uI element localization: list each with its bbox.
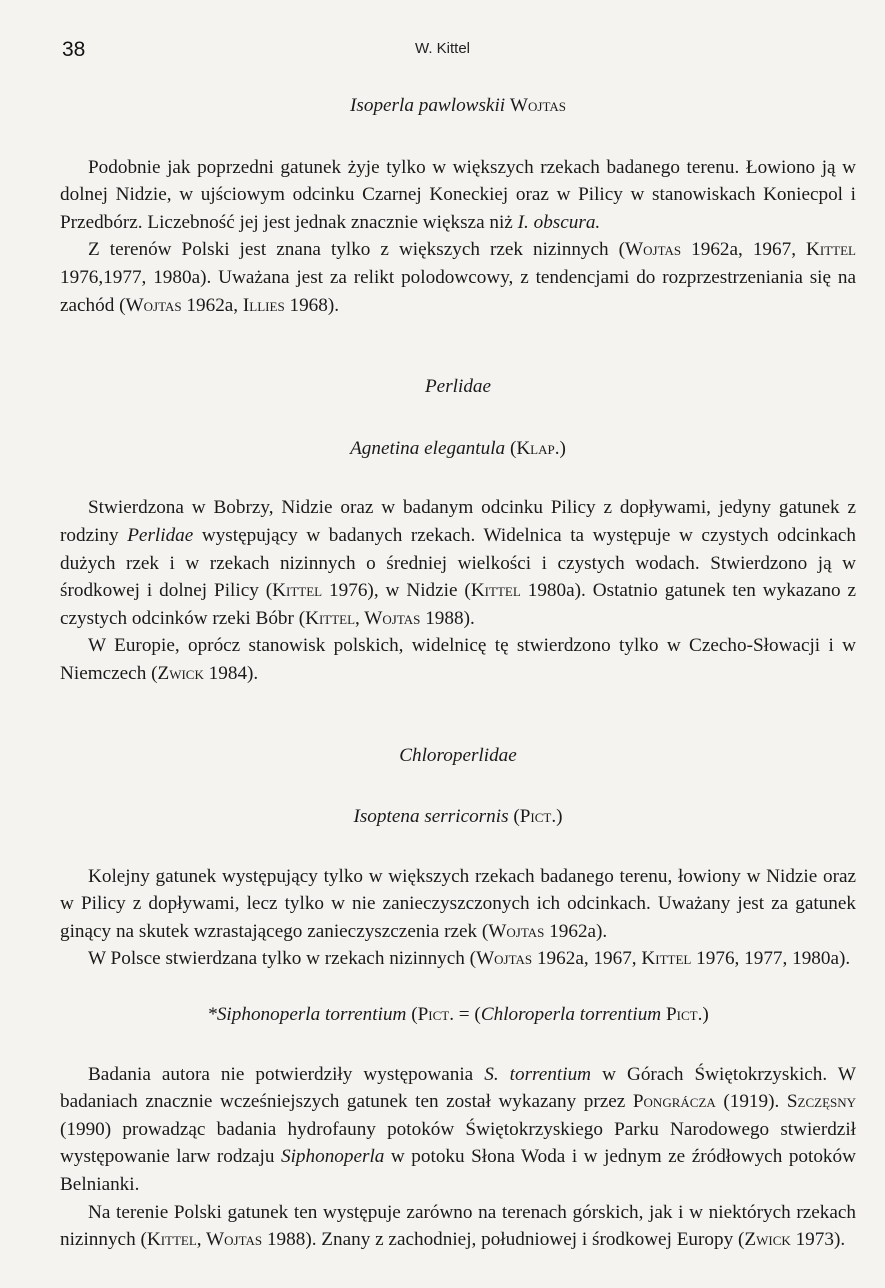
text: (1919). — [715, 1091, 787, 1113]
text: 1988). — [420, 607, 475, 629]
text: W Europie, oprócz stanowisk polskich, widelnicę tę stwierdzono tylko w Czecho-Słowacji i w Niemczech ( — [60, 635, 856, 684]
citation-author: Wojtas — [125, 294, 182, 316]
citation-author: Kittel — [806, 239, 856, 261]
paragraph — [60, 632, 856, 687]
species-heading-siphonoperla — [60, 1001, 856, 1029]
species-heading-agnetina — [60, 435, 856, 463]
species-name: Agnetina elegantula — [350, 437, 506, 459]
synonym-author: Pict.) — [661, 1004, 709, 1026]
text: występujący w badanych rzekach. Widelnica ta występuje w czystych odcinkach dużych rzek i w rzekach nizinnych o średniej wielkości i czystych wodach. Stwierdzono ją w środkowej i dolnej Pilicy ( — [60, 524, 856, 602]
species-name: *Siphonoperla torrentium — [207, 1004, 407, 1026]
citation-author: Kittel — [641, 948, 692, 970]
text: 1988). Znany z zachodniej, południowej i środkowej Europy ( — [262, 1229, 745, 1251]
synonym-separator: = ( — [454, 1004, 481, 1026]
citation-author: Pongrácza — [632, 1091, 716, 1113]
text: W Polsce stwierdzana tylko w rzekach nizinnych ( — [88, 948, 477, 970]
text: Podobnie jak poprzedni gatunek żyje tylko w większych rzekach badanego terenu. Łowiono ją w dolnej Nidzie, w ujściowym odcinku Czarnej Koneckiej oraz w Pilicy w stanowiskach Koniecpol i Przedbórz. Liczebność jej jest jednak znacznie większa niż — [60, 156, 856, 233]
article-body — [60, 92, 856, 1254]
text: (1990) prowadząc badania hydrofauny potoków Świętokrzyskiego Parku Narodowego stwierdził występowanie larw rodzaju — [60, 1118, 856, 1168]
species-author: (Pict. — [411, 1004, 454, 1026]
text: 1962a, — [181, 294, 243, 316]
text: Z terenów Polski jest znana tylko z większych rzek nizinnych ( — [88, 239, 626, 261]
page-header — [0, 38, 885, 68]
citation-author: Wojtas — [488, 920, 545, 942]
species-name: Isoptena serricornis — [353, 806, 509, 828]
text: 1962a, 1967, — [532, 948, 642, 970]
citation-author: Zwick — [157, 662, 204, 684]
species-author: Wojtas — [509, 95, 566, 116]
family-ref: Perlidae — [127, 524, 194, 546]
text: 1962a, 1967, — [681, 239, 807, 261]
text: 1962a). — [544, 920, 608, 942]
paragraph — [60, 236, 856, 319]
genus-ref: Siphonoperla — [280, 1146, 385, 1168]
text: 1976,1977, 1980a). Uważana jest za relikt polodowcowy, z tendencjami do rozprzestrzeniania się na zachód ( — [60, 266, 856, 316]
text: w Górach Świętokrzyskich. W badaniach znacznie wcześniejszych gatunek ten został wykazany przez — [60, 1063, 856, 1113]
citation-author: Zwick — [744, 1229, 791, 1251]
synonym-name: Chloroperla torrentium — [480, 1004, 662, 1026]
citation-author: Wojtas — [476, 948, 533, 970]
species-name: Isoperla pawlowskii — [350, 95, 506, 116]
species-heading-isoptena — [60, 803, 856, 831]
text: 1984). — [203, 662, 259, 684]
citation-author: Kittel — [470, 580, 521, 602]
paragraph — [60, 863, 856, 946]
page-number: 38 — [62, 38, 86, 61]
text: 1980a). Ostatnio gatunek ten wykazano z czystych odcinków rzeki Bóbr ( — [60, 580, 857, 629]
species-author: (Pict.) — [513, 806, 563, 828]
paragraph — [60, 945, 856, 973]
citation-author: Szczęsny — [786, 1091, 857, 1113]
text: Na terenie Polski gatunek ten występuje zarówno na terenach górskich, jak i w niektórych rzekach nizinnych ( — [60, 1201, 856, 1251]
citation-author: Illies — [242, 294, 285, 316]
text: 1968). — [284, 294, 340, 316]
text: Badania autora nie potwierdziły występowania — [88, 1063, 485, 1085]
citation-author: Kittel, Wojtas — [146, 1229, 263, 1251]
species-heading-isoperla — [60, 92, 856, 120]
text: Stwierdzona w Bobrzy, Nidzie oraz w badanym odcinku Pilicy z dopływami, jedyny gatunek z rodziny — [60, 497, 856, 546]
species-author: (Klap.) — [509, 437, 566, 459]
text: 1976), w Nidzie ( — [322, 580, 471, 602]
paragraph — [60, 1061, 856, 1199]
paragraph — [60, 154, 856, 237]
text: 1973). — [790, 1229, 846, 1251]
paragraph — [60, 1199, 856, 1254]
citation-author: Kittel — [272, 580, 323, 602]
text: w potoku Słona Woda i w jednym ze źródłowych potoków Belnianki. — [60, 1146, 856, 1196]
species-ref: S. torrentium — [484, 1063, 592, 1085]
text: Kolejny gatunek występujący tylko w większych rzekach badanego terenu, łowiony w Nidzie oraz w Pilicy z dopływami, lecz tylko w nie zanieczyszczonych ich odcinkach. Uważany jest za gatunek ginący na skutek wzrastającego zanieczyszczenia rzek ( — [60, 865, 856, 942]
family-heading-chloroperlidae: Chloroperlidae — [399, 744, 517, 766]
family-heading-perlidae: Perlidae — [424, 376, 492, 398]
citation-author: Kittel, Wojtas — [305, 607, 421, 629]
paragraph — [60, 494, 856, 632]
citation-author: Wojtas — [625, 239, 682, 261]
running-head: W. Kittel — [414, 40, 470, 57]
species-ref: I. obscura. — [517, 211, 601, 233]
text: 1976, 1977, 1980a). — [691, 948, 851, 970]
